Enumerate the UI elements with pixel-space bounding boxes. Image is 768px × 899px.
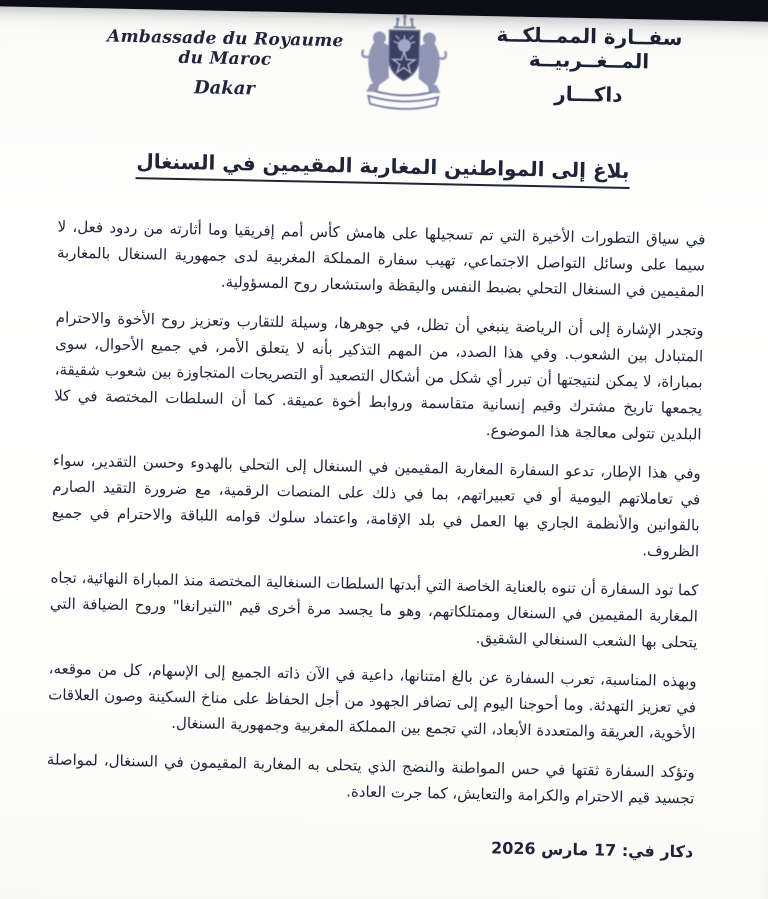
embassy-name-arabic: سفــارة الممــلكــة المــغــربيــة xyxy=(496,22,683,74)
letterhead-arabic xyxy=(464,22,714,109)
communique-body xyxy=(46,214,706,825)
moroccan-coat-of-arms-icon xyxy=(342,11,466,117)
date-line: دكار في: 17 مارس 2026 xyxy=(490,838,694,862)
paragraph-context: في سياق التطورات الأخيرة التي تم تسجيلها على هامش كأس أمم إفريقيا وما أثارته من ردود فعل، لا سيما على وسائل التواصل الاجتماعي، تهيب سفارة المملكة المغربية لدى جمهورية السنغال بالمغاربة المقيمين في السنغال التحلي بضبط النفس واليقظة واستشعار روح المسؤولية. xyxy=(56,217,706,301)
paragraph-gratitude: وبهذه المناسبة، تعرب السفارة عن بالغ امتنانها، داعية في الآن ذاته الجميع إلى الإسهام، كل من موقعه، في تعزيز التهدئة. وما أحوجنا اليوم إلى تضافر الجهود من أجل الحفاظ على مناخ السكينة وصون العلاقات الأخوية، العريقة والمتعددة الأبعاد، التي تجمع بين المملكة المغربية وجمهورية السنغال. xyxy=(48,659,697,743)
paragraph-call-for-calm: وفي هذا الإطار، تدعو السفارة المغاربة المقيمين في السنغال إلى التحلي بالهدوء وحسن التقدير، سواء في تعاملاتهم اليومية أو في تعبيراتهم، بما في ذلك على المنصات الرقمية، مع ضرورة التقيد الصارم بالقوانين والأنظمة الجاري بها العمل في بلد الإقامة، واعتماد سلوك قوامه اللباقة والاحترام في جميع الظروف. xyxy=(51,451,701,561)
paragraph-senegal-authorities: كما تود السفارة أن تنوه بالعناية الخاصة التي أبدتها السلطات السنغالية المختصة منذ المباراة النهائية، تجاه المغاربة المقيمين في السنغال وممتلكاتهم، وهو ما يجسد مرة أخرى قيم "التيرانغا" وروح الضيافة التي يتحلى بها الشعب السنغالي الشقيق. xyxy=(49,568,699,652)
paragraph-sport-values: وتجدر الإشارة إلى أن الرياضة ينبغي أن تظل، في جوهرها، وسيلة للتقارب وتعزيز روح الأخوة والاحترام المتبادل بين الشعوب. وفي هذا الصدد، من المهم التذكير بأنه لا يتعلق الأمر، في جميع الأحوال، سوى بمباراة، لا يمكن لنتيجتها أن تبرر أي شكل من أشكال التصعيد أو التصريحات المتجاوزة بين شعوب شقيقة، يجمعها تاريخ مشترك وقيم إنسانية متقاسمة وروابط أخوة عميقة. كما أن السلطات المختصة في كلا البلدين تتولى معالجة هذا الموضوع. xyxy=(54,308,704,444)
letterhead-french xyxy=(94,26,355,101)
communique-title: بلاغ إلى المواطنين المغاربة المقيمين في السنغال xyxy=(136,149,630,189)
embassy-name-french: Ambassade du Royaume du Maroc xyxy=(106,26,344,70)
embassy-city-arabic: داكـــار xyxy=(553,81,623,107)
document-page xyxy=(0,6,768,899)
embassy-city-french: Dakar xyxy=(193,77,256,100)
communique-title-row xyxy=(59,148,707,191)
paragraph-confidence: وتؤكد السفارة ثقتها في حس المواطنة والنضج الذي يتحلى به المغاربة المقيمون في السنغال، لمواصلة تجسيد قيم الاحترام والكرامة والتعايش، كما جرت العادة. xyxy=(46,750,695,808)
